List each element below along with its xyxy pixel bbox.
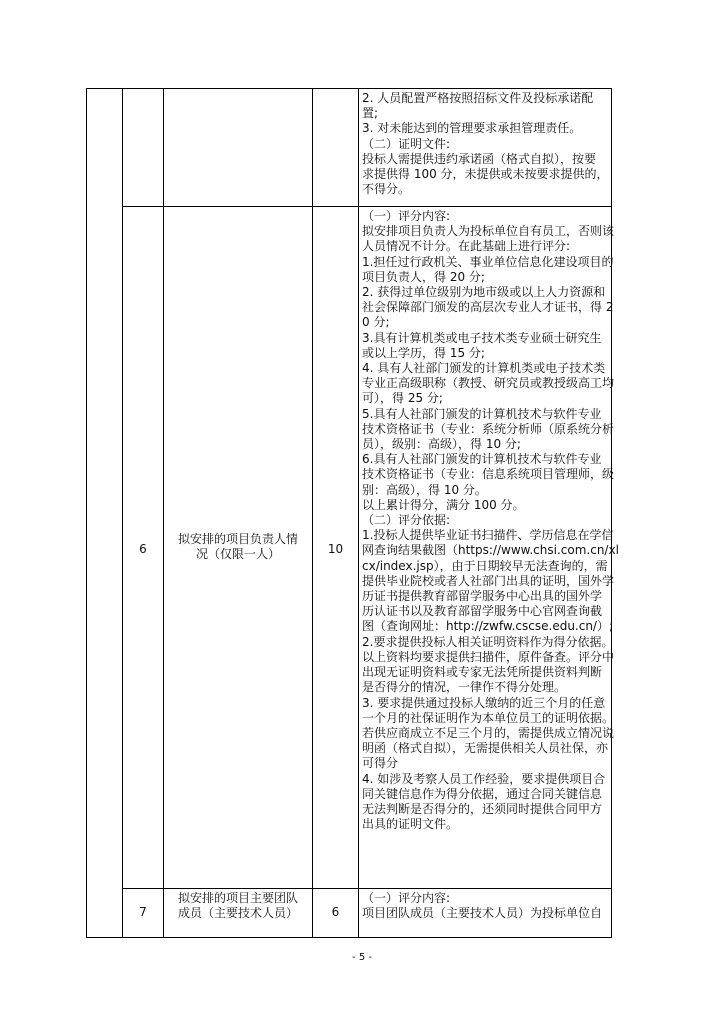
content-line: 若供应商成立不足三个月的，需提供成立情况说 (362, 725, 615, 740)
row7-number: 7 (139, 905, 147, 919)
content-line: 3. 对未能达到的管理要求承担管理责任。 (362, 121, 582, 136)
content-line: 人员情况不计分。在此基础上进行评分: (362, 239, 571, 254)
content-line: 技术资格证书（专业：信息系统项目管理师，级 (362, 467, 615, 482)
row-continued-content (362, 91, 610, 197)
content-line: 4. 如涉及考察人员工作经验，要求提供项目合 (362, 771, 606, 786)
item-line: 成员（主要技术人员） (177, 906, 298, 921)
content-line: （二）评分依据: (362, 513, 451, 528)
row6-item (164, 532, 312, 562)
row6-number: 6 (139, 542, 147, 556)
content-line: 可），得 25 分; (362, 391, 443, 406)
content-line: 求提供得 100 分，未提供或未按要求提供的， (362, 167, 609, 182)
item-line: 拟安排的项目主要团队 (177, 891, 298, 905)
content-line: 3. 要求提供通过投标人缴纳的近三个月的任意 (362, 695, 606, 710)
content-line: 明函（格式自拟），无需提供相关人员社保，亦 (362, 741, 609, 756)
content-line: 6.具有人社部门颁发的计算机技术与软件专业 (362, 452, 602, 467)
content-line: 投标人需提供违约承诺函（格式自拟），按要 (362, 151, 597, 166)
content-line: 以上累计得分，满分 100 分。 (362, 497, 525, 512)
row6-content (362, 209, 619, 832)
content-line: （一）评分内容: (362, 891, 451, 905)
content-line: 员），级别：高级），得 10 分; (362, 437, 521, 452)
content-line: 项目团队成员（主要技术人员）为投标单位自 (362, 906, 603, 921)
row6-score: 10 (327, 542, 344, 556)
table-divider (122, 88, 123, 938)
content-line: 1.担任过行政机关、事业单位信息化建设项目的 (362, 254, 614, 269)
content-line: （一）评分内容: (362, 209, 451, 223)
content-line: 3.具有计算机类或电子技术类专业硕士研究生 (362, 330, 602, 345)
item-line: 况（仅限一人） (195, 547, 280, 562)
content-line: （二）证明文件: (362, 136, 451, 151)
content-line: 社会保障部门颁发的高层次专业人才证书，得 2 (362, 300, 614, 315)
content-line: 拟安排项目负责人为投标单位自有员工，否则该 (362, 224, 615, 239)
content-line: 专业正高级职称（教授、研究员或教授级高工均 (362, 376, 615, 391)
content-line: 出现无证明资料或专家无法凭所提供资料判断 (362, 665, 603, 680)
content-line: 0 分; (362, 315, 390, 330)
table-divider (358, 88, 359, 938)
content-line: 历认证书以及教育部留学服务中心官网查询截 (362, 604, 603, 619)
content-line: 网查询结果截图（https://www.chsi.com.cn/xl (362, 543, 619, 558)
content-line: 1.投标人提供毕业证书扫描件、学历信息在学信 (362, 528, 614, 543)
content-line: 2. 人员配置严格按照招标文件及投标承诺配 (362, 91, 594, 105)
table-divider (122, 206, 612, 207)
content-line: 置; (362, 106, 379, 121)
row7-score: 6 (331, 905, 340, 919)
content-line: 同关键信息作为得分依据，通过合同关键信息 (362, 786, 603, 801)
content-line: 一个月的社保证明作为本单位员工的证明依据。 (362, 710, 615, 725)
content-line: 技术资格证书（专业：系统分析师（原系统分析 (362, 421, 615, 436)
row7-item (164, 891, 312, 921)
row7-content (362, 891, 610, 921)
content-line: 5.具有人社部门颁发的计算机技术与软件专业 (362, 406, 602, 421)
item-line: 拟安排的项目负责人情 (177, 532, 298, 546)
table-divider (163, 88, 164, 938)
content-line: 图（查询网址：http://zwfw.cscse.edu.cn/）; (362, 619, 614, 634)
content-line: 2.要求提供投标人相关证明资料作为得分依据。 (362, 634, 614, 649)
content-line: 项目负责人，得 20 分; (362, 269, 485, 284)
table-divider (122, 888, 612, 889)
content-line: 4. 具有人社部门颁发的计算机类或电子技术类 (362, 361, 606, 376)
content-line: 无法判断是否得分的，还须同时提供合同甲方 (362, 801, 603, 816)
content-line: 提供毕业院校或者人社部门出具的证明，国外学 (362, 573, 615, 588)
content-line: 出具的证明文件。 (362, 817, 459, 832)
page-number: - 5 - (352, 952, 372, 963)
content-line: 2. 获得过单位级别为地市级或以上人力资源和 (362, 285, 606, 300)
content-line: cx/index.jsp），由于日期较早无法查询的，需 (362, 558, 608, 573)
content-line: 不得分。 (362, 182, 411, 197)
content-line: 别：高级），得 10 分。 (362, 482, 487, 497)
content-line: 或以上学历，得 15 分; (362, 345, 485, 360)
content-line: 历证书提供教育部留学服务中心出具的国外学 (362, 589, 603, 604)
table-divider (312, 88, 313, 938)
content-line: 可得分 (362, 756, 399, 771)
content-line: 以上资料均要求提供扫描件，原件备查。评分中 (362, 649, 615, 664)
content-line: 是否得分的情况，一律作不得分处理。 (362, 680, 567, 695)
